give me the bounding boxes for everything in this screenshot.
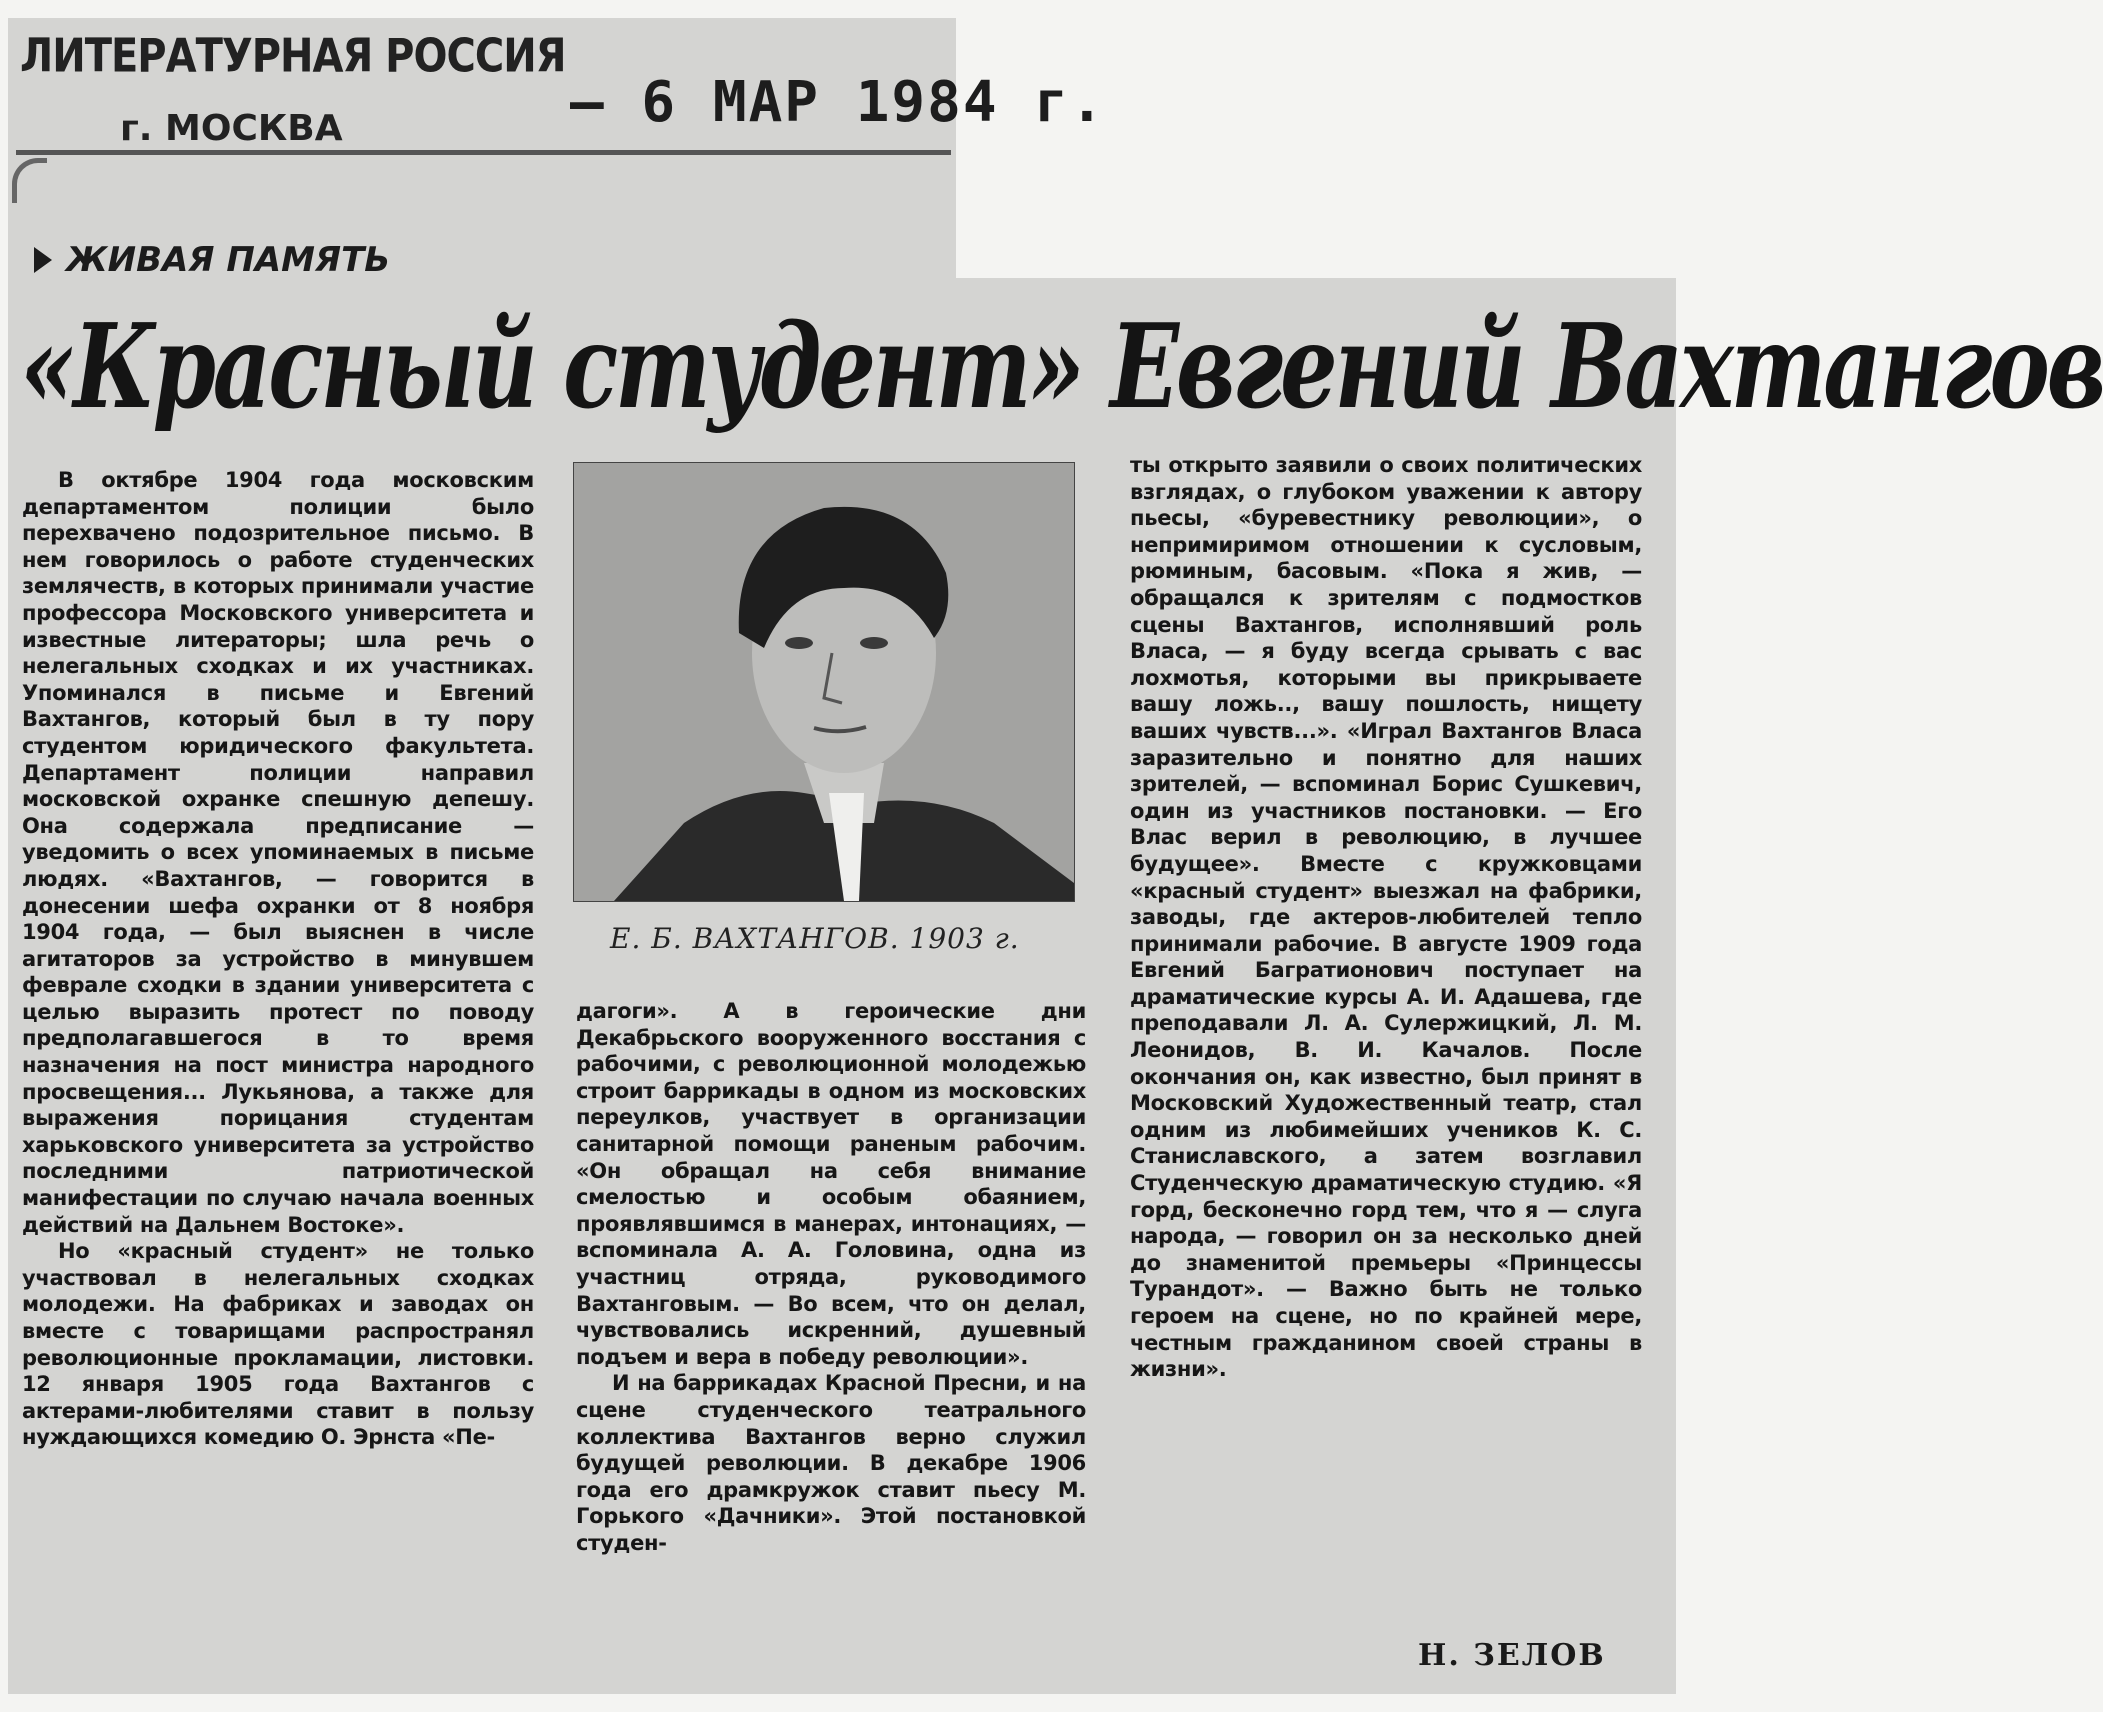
article-column-3 [1130,452,1642,1627]
article-column-1 [22,467,534,1672]
date-stamp: – 6 МАР 1984 г. [570,70,1106,135]
portrait-photo [573,462,1075,902]
paragraph: В октябре 1904 года московским департаментом полиции было перехвачено подозрительное письмо. В нем говорилось о работе студенческих землячеств, в которых принимали участие профессора Московского университета и известные литераторы; шла речь о нелегальных сходках и их участниках. Упоминался в письме и Евгений Вахтангов, который был в ту пору студентом юридического факультета. Департамент полиции направил московской охранке спешную депешу. Она содержала предписание — уведомить о всех упоминаемых в письме людях. «Вахтангов, — говорится в донесении шефа охранки от 8 ноября 1904 года, — был выяснен в числе агитаторов за устройство в минувшем феврале сходки в здании университета с целью выразить протест по поводу предполагавшегося в то время назначения на пост министра народного просвещения... Лукьянова, а также для выражения порицания студентам харьковского университета за устройство последними патриотической манифестации по случаю начала военных действий на Дальнем Востоке». [22,468,534,1237]
newspaper-masthead: ЛИТЕРАТУРНАЯ РОССИЯ [20,30,566,83]
rubric-arrow-icon [34,247,52,273]
photo-caption: Е. Б. ВАХТАНГОВ. 1903 г. [610,922,1020,955]
article-column-2 [576,998,1086,1678]
rubric-label: ЖИВАЯ ПАМЯТЬ [66,240,391,280]
paragraph: Но «красный студент» не только участвовал в нелегальных сходках молодежи. На фабриках и заводах он вместе с товарищами распространял революционные прокламации, листовки. 12 января 1905 года Вахтангов с актерами-любителями ставит в пользу нуждающихся комедию О. Эрнста «Пе- [22,1239,534,1450]
article-author: Н. ЗЕЛОВ [1418,1638,1606,1673]
rubric [34,240,390,280]
masthead-city: г. МОСКВА [120,108,343,149]
portrait-illustration [574,463,1074,901]
article-headline: «Красный студент» Евгений Вахтангов [20,299,2103,435]
divider-rule [16,150,951,155]
paragraph: И на баррикадах Красной Пресни, и на сцене студенческого театрального коллектива Вахтангов верно служил будущей революции. В декабре 1906 года его драмкружок ставит пьесу М. Горького «Дачники». Этой постановкой студен- [576,1371,1086,1555]
paragraph: дагоги». А в героические дни Декабрьского вооруженного восстания с рабочими, с революционной молодежью строит баррикады в одном из московских переулков, участвует в организации санитарной помощи раненым рабочим. «Он обращал на себя внимание смелостью и особым обаянием, проявлявшимся в манерах, интонациях, — вспоминала А. А. Головина, одна из участниц отряда, руководимого Вахтанговым. — Во всем, что он делал, чувствовались искренний, душевный подъем и вера в победу революции». [576,999,1086,1369]
paragraph: ты открыто заявили о своих политических взглядах, о глубоком уважении к автору пьесы, «буревестнику революции», о непримиримом отношении к сусловым, рюминым, басовым. «Пока я жив, — обращался к зрителям с подмостков сцены Вахтангов, исполнявший роль Власа, — я буду всегда срывать с вас лохмотья, которыми вы прикрываете вашу ложь.., вашу пошлость, нищету ваших чувств...». «Играл Вахтангов Власа заразительно и понятно для наших зрителей, — вспоминал Борис Сушкевич, один из участников постановки. — Его Влас верил в революцию, в лучшее будущее». Вместе с кружковцами «красный студент» выезжал на фабрики, заводы, где актеров-любителей тепло принимали рабочие. В августе 1909 года Евгений Багратионович поступает на драматические курсы А. И. Адашева, где преподавали Л. А. Сулержицкий, Л. М. Леонидов, В. И. Качалов. После окончания он, как известно, был принят в Московский Художественный театр, стал одним из любимейших учеников К. С. Станиславского, а затем возглавил Студенческую драматическую студию. «Я горд, бесконечно горд тем, что я — слуга народа, — говорил он за несколько дней до знаменитой премьеры «Принцессы Турандот». — Важно быть не только героем на сцене, но по крайней мере, честным гражданином своей страны в жизни». [1130,453,1642,1382]
